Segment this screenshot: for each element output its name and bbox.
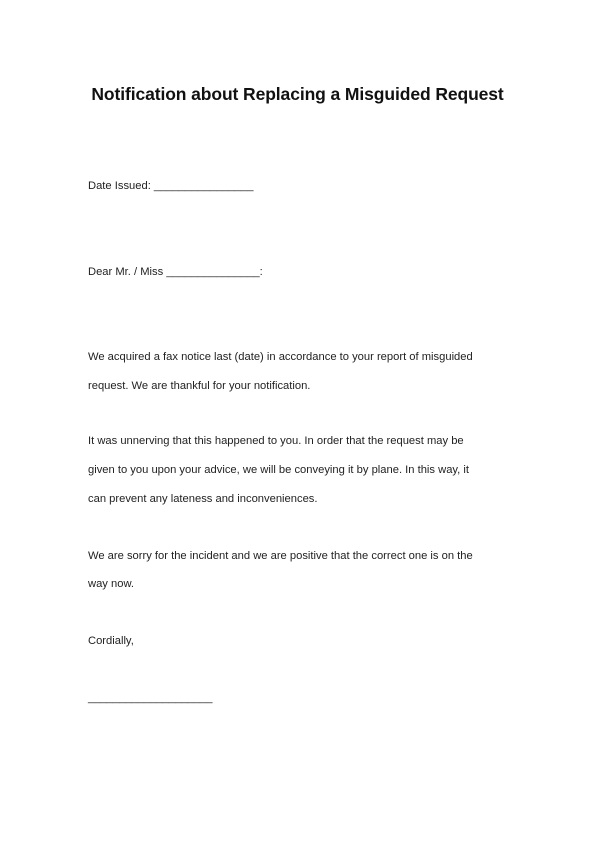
document-title: Notification about Replacing a Misguided Request <box>91 84 504 104</box>
paragraph-line: We acquired a fax notice last (date) in accordance to your report of misguided <box>88 351 473 363</box>
date-issued-line: Date Issued: ________________ <box>88 180 254 192</box>
salutation: Dear Mr. / Miss _______________: <box>88 266 263 278</box>
paragraph-line: way now. <box>88 578 135 590</box>
paragraph-line: It was unnerving that this happened to you. In order that the request may be <box>88 435 464 447</box>
closing: Cordially, <box>88 635 134 647</box>
paragraph-line: request. We are thankful for your notification. <box>88 380 311 392</box>
paragraph-line: can prevent any lateness and inconveniences. <box>88 493 318 505</box>
paragraph-line: given to you upon your advice, we will be conveying it by plane. In this way, it <box>88 464 469 476</box>
signature-line: ____________________ <box>88 692 213 704</box>
paragraph-line: We are sorry for the incident and we are positive that the correct one is on the <box>88 550 473 562</box>
